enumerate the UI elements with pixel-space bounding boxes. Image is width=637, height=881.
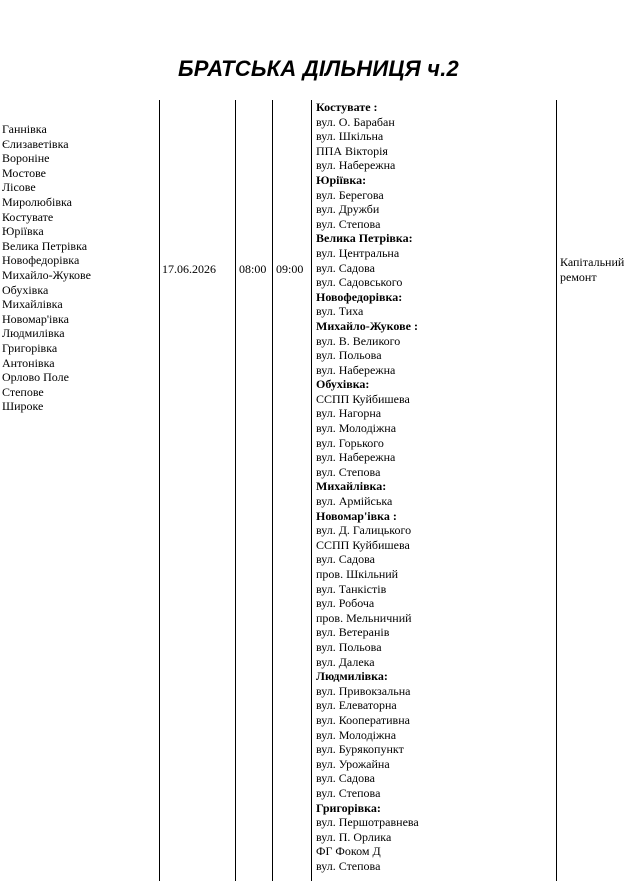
table-divider-1 bbox=[159, 100, 160, 881]
streets-list bbox=[316, 100, 419, 873]
settlement-item: Людмилівка bbox=[2, 326, 65, 341]
street-item: вул. Кооперативна bbox=[316, 712, 410, 727]
settlement-item: Лісове bbox=[2, 180, 36, 195]
village-heading: Велика Петрівка: bbox=[316, 231, 413, 246]
settlement-item: Степове bbox=[2, 384, 44, 399]
outage-reason: Капітальний ремонт bbox=[560, 255, 625, 284]
village-heading: Михайло-Жукове : bbox=[316, 318, 418, 333]
street-item: вул. Садова bbox=[316, 552, 375, 567]
settlement-item: Михайло-Жукове bbox=[2, 267, 91, 282]
settlement-item: Ганнівка bbox=[2, 122, 47, 136]
street-item: ППА Вікторія bbox=[316, 143, 388, 158]
street-item: вул. Ветеранів bbox=[316, 625, 390, 640]
settlement-item: Широке bbox=[2, 399, 44, 414]
village-heading: Михайлівка: bbox=[316, 479, 387, 494]
page-title: БРАТСЬКА ДІЛЬНИЦЯ ч.2 bbox=[178, 56, 459, 81]
street-item: вул. Степова bbox=[316, 785, 381, 800]
village-heading: Юріївка: bbox=[316, 172, 367, 187]
street-item: вул. Польова bbox=[316, 348, 382, 363]
street-item: вул. Набережна bbox=[316, 158, 396, 173]
settlement-item: Михайлівка bbox=[2, 297, 63, 312]
street-item: вул. Набережна bbox=[316, 450, 396, 465]
settlement-item: Новофедорівка bbox=[2, 253, 80, 268]
street-item: вул. Армійська bbox=[316, 494, 393, 509]
street-item: вул. Робоча bbox=[316, 596, 375, 611]
settlements-list bbox=[2, 122, 91, 414]
street-item: пров. Шкільний bbox=[316, 567, 399, 581]
street-item: вул. Дружби bbox=[316, 202, 380, 217]
street-item: вул. Польова bbox=[316, 639, 382, 654]
settlement-item: Орлово Поле bbox=[2, 370, 69, 385]
street-item: вул. Привокзальна bbox=[316, 683, 411, 698]
street-item: вул. Степова bbox=[316, 464, 381, 479]
outage-end-time: 09:00 bbox=[276, 262, 304, 276]
street-item: вул. П. Орлика bbox=[316, 829, 392, 844]
settlement-item: Обухівка bbox=[2, 282, 49, 297]
settlement-item: Григорівка bbox=[2, 340, 58, 355]
street-item: вул. Д. Галицького bbox=[316, 523, 412, 538]
street-item: вул. Берегова bbox=[316, 187, 384, 202]
street-item: вул. Танкістів bbox=[316, 581, 387, 596]
street-item: вул. Урожайна bbox=[316, 756, 390, 771]
outage-date: 17.06.2026 bbox=[162, 262, 216, 276]
village-heading: Новомар'івка : bbox=[316, 508, 397, 523]
settlement-item: Мостове bbox=[2, 165, 47, 180]
street-item: вул. Шкільна bbox=[316, 129, 384, 144]
table-divider-3 bbox=[272, 100, 273, 881]
street-item: ССПП Куйбишева bbox=[316, 537, 410, 552]
street-item: вул. Тиха bbox=[316, 304, 364, 319]
street-item: вул. Далека bbox=[316, 654, 375, 669]
village-heading: Людмилівка: bbox=[316, 669, 388, 684]
settlement-item: Єлизаветівка bbox=[2, 136, 69, 151]
street-item: вул. Набережна bbox=[316, 362, 396, 377]
street-item: вул. Нагорна bbox=[316, 406, 382, 421]
street-item: вул. Садова bbox=[316, 771, 375, 786]
street-item: вул. Елеваторна bbox=[316, 698, 397, 713]
street-item: вул. Молодіжна bbox=[316, 727, 397, 742]
table-divider-2 bbox=[235, 100, 236, 881]
street-item: вул. Бурякопункт bbox=[316, 742, 404, 757]
table-divider-5 bbox=[556, 100, 557, 881]
outage-start-time: 08:00 bbox=[239, 262, 267, 276]
street-item: вул. Садовського bbox=[316, 275, 403, 290]
street-item: вул. Садова bbox=[316, 260, 375, 275]
village-heading: Новофедорівка: bbox=[316, 289, 403, 304]
settlement-item: Новомар'івка bbox=[2, 311, 69, 326]
street-item: вул. В. Великого bbox=[316, 333, 401, 348]
settlement-item: Антонівка bbox=[2, 355, 55, 370]
settlement-item: Костувате bbox=[2, 209, 54, 224]
street-item: вул. Першотравнева bbox=[316, 815, 419, 830]
street-item: вул. Степова bbox=[316, 858, 381, 873]
street-item: вул. Горького bbox=[316, 435, 384, 450]
settlement-item: Вороніне bbox=[2, 151, 50, 166]
street-item: вул. Молодіжна bbox=[316, 421, 397, 436]
street-item: вул. Центральна bbox=[316, 245, 400, 260]
village-heading: Костувате : bbox=[316, 100, 378, 114]
village-heading: Обухівка: bbox=[316, 377, 370, 392]
street-item: пров. Мельничний bbox=[316, 610, 412, 625]
settlement-item: Миролюбівка bbox=[2, 194, 72, 209]
street-item: ФГ Фоком Д bbox=[316, 844, 381, 859]
street-item: вул. Степова bbox=[316, 216, 381, 231]
street-item: ССПП Куйбишева bbox=[316, 391, 410, 406]
settlement-item: Велика Петрівка bbox=[2, 238, 88, 253]
table-divider-4 bbox=[311, 100, 312, 881]
village-heading: Григорівка: bbox=[316, 800, 381, 815]
settlement-item: Юріївка bbox=[2, 224, 44, 239]
street-item: вул. О. Барабан bbox=[316, 114, 395, 129]
